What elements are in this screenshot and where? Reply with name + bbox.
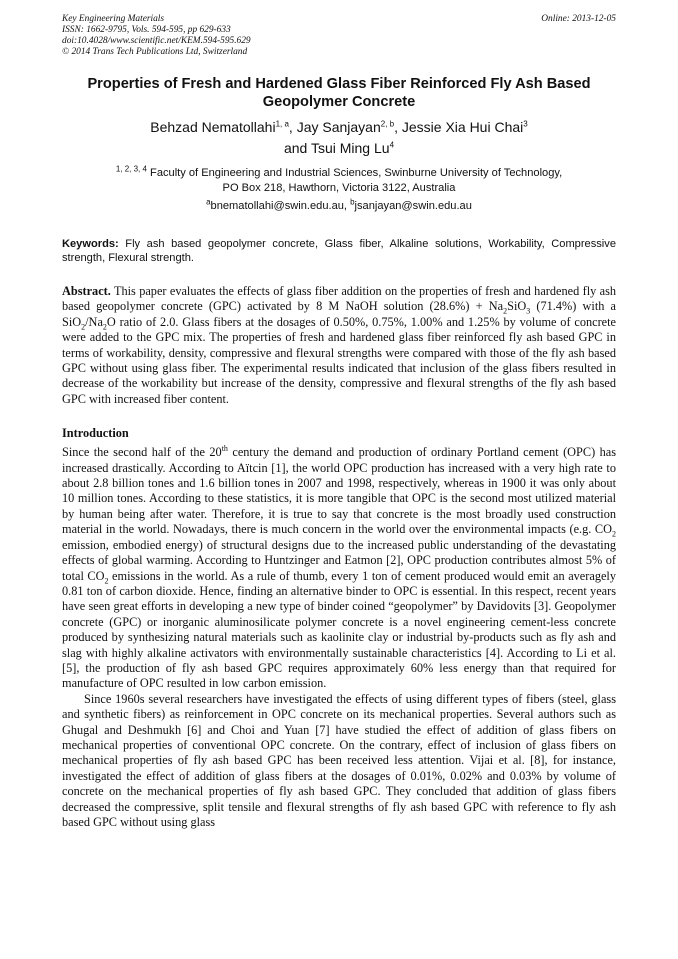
author-superscript: 3 xyxy=(523,119,528,129)
journal-header xyxy=(62,14,616,58)
author-name: Behzad Nematollahi xyxy=(150,119,276,135)
author-superscript: 1, a xyxy=(275,119,289,129)
author-superscript: 2, b xyxy=(380,119,395,129)
journal-info xyxy=(62,14,251,58)
author-superscript: 4 xyxy=(389,140,395,150)
keywords-text: Fly ash based geopolymer concrete, Glass fiber, Alkaline solutions, Workability, Compressive strength, Flexural strength. xyxy=(62,238,616,264)
copyright-line: © 2014 Trans Tech Publications Ltd, Switzerland xyxy=(62,47,248,57)
intro-paragraph-1: Since the second half of the 20th century the demand and production of ordinary Portland cement (OPC) has increased drastically. According to Aïtcin [1], the world OPC production has increased with a very high rate to about 2.8 billion tones and 1.6 billion tones in 2007 and 1998, respectively, whereas in 1900 it was only about 10 million tones. According to these statistics, it is more tangible that OPC is the second most utilized material by human being after water. Therefore, it is true to say that concrete is the most broadly used construction material in the world. Nowadays, there is much concern in the world over the environmental impacts (e.g. $CO_2$ emission, embodied energy) of structural designs due to the increased public understanding of the devastating effects of global warming. According to Huntzinger and Eatmon [2], OPC production contributes almost 5% of total $CO_2$ emissions in the world. As a rule of thumb, every 1 ton of cement produced would emit an averagely 0.81 ton of carbon dioxide. Hence, finding an alternative binder to OPC is essential. In this respect, recent years have seen great efforts in developing a new type of binder coined “geopolymer” by Davidovits [3]. Geopolymer concrete (GPC) or inorganic aluminosilicate polymer concrete is a novel engineering cement-less concrete produced by synthesizing natural materials such as kaolinite clay or industrial by-products such as fly ash and slag with highly alkaline activators with environmentally sustainable characteristics [4]. According to Li et al. [5], the production of fly ash based GPC requires approximately 60% less energy than that required for manufacture of OPC resulted in low carbon emission. xyxy=(62,444,616,691)
paper-title: Properties of Fresh and Hardened Glass Fiber Reinforced Fly Ash Based Geopolymer Concrete xyxy=(87,76,591,110)
introduction-section xyxy=(62,445,616,830)
authors-line-2 xyxy=(62,138,616,159)
author-name: Jay Sanjayan xyxy=(296,119,381,135)
authors-line-1: Behzad Nematollahi$^{1, a}$, Jay Sanjayan$^{2, b}$, Jessie Xia Hui Chai$^3$ xyxy=(150,119,528,135)
affiliation-line-2: PO Box 218, Hawthorn, Victoria 3122, Australia xyxy=(222,182,456,194)
email-link[interactable]: bnematollahi@swin.edu.au xyxy=(210,200,344,212)
abstract-paragraph: Abstract. This paper evaluates the effects of glass fiber addition on the properties of fresh and hardened fly ash based geopolymer concrete (GPC) activated by 8 M NaOH solution $(28.6\%) + Na_2SiO_3$ (71.4%) with a $SiO_2/Na_2O$ ratio of 2.0. Glass fibers at the dosages of 0.50%, 0.75%, 1.00% and 1.25% by volume of concrete were added to the GPC mix. The properties of fresh and hardened glass fiber reinforced fly ash based GPC in terms of workability, density, compressive and flexural strengths were compared with those of the fly ash based GPC without using glass fiber. The experimental results indicated that inclusion of the glass fibers resulted in decrease of the workability but increase of the density, compressive and flexural strengths of the fly ash based GPC with increased fiber content. xyxy=(62,284,617,406)
affiliation-superscript: 1, 2, 3, 4 xyxy=(115,164,147,174)
section-heading-introduction: Introduction xyxy=(62,426,129,441)
author-name: and Tsui Ming Lu xyxy=(283,140,390,156)
affiliation-line-1: Faculty of Engineering and Industrial Sciences, Swinburne University of Technology, xyxy=(150,167,563,179)
intro-paragraph-2: Since 1960s several researchers have investigated the effects of using different types of fibers (steel, glass and synthetic fibers) as reinforcement in OPC concrete on its mechanical properties. Several authors such as Ghugal and Deshmukh [6] and Choi and Yuan [7] have studied the effect of addition of glass fibers on mechanical properties of conventional OPC concrete. On the contrary, effect of inclusion of glass fibers on mechanical properties of fly ash based GPC has been received less attention. Vijai et al. [8], for instance, investigated the effect of addition of glass fibers at the dosages of 0.01%, 0.02% and 0.03% by volume of concrete on the mechanical properties of fly ash based GPC. They concluded that addition of glass fibers decreased the compressive, split tensile and flexural strengths of fly ash based GPC with reference to fly ash based GPC without using glass xyxy=(62,691,616,829)
doi-line: doi:10.4028/www.scientific.net/KEM.594-595.629 xyxy=(62,36,251,46)
email-link[interactable]: jsanjayan@swin.edu.au xyxy=(354,200,472,212)
keywords-block xyxy=(62,237,616,265)
email-list: $^a$bnematollahi@swin.edu.au, $^b$jsanjayan@swin.edu.au xyxy=(206,197,472,212)
abstract-label: Abstract. xyxy=(62,284,111,298)
author-list xyxy=(62,117,616,159)
issn-line: ISSN: 1662-9795, Vols. 594-595, pp 629-633 xyxy=(62,25,231,35)
online-date: Online: 2013-12-05 xyxy=(541,14,616,24)
keywords-label: Keywords: xyxy=(62,238,119,250)
author-name: Jessie Xia Hui Chai xyxy=(401,119,524,135)
affiliation xyxy=(62,166,616,196)
journal-name: Key Engineering Materials xyxy=(62,14,165,24)
